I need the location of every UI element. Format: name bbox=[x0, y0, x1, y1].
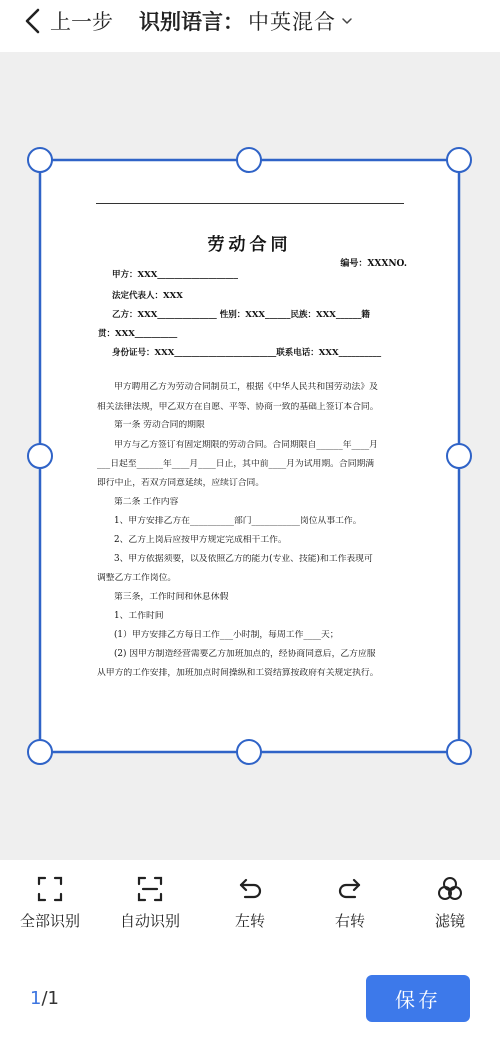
page-total: /1 bbox=[41, 988, 59, 1009]
crop-handle-top-left[interactable] bbox=[27, 147, 53, 173]
paragraph-line: (2) 因甲方制造经营需要乙方加班加点的，经协商同意后，乙方应服 bbox=[114, 649, 376, 659]
chevron-down-icon bbox=[341, 16, 353, 26]
paragraph-line: 即行中止，若双方同意延续，应续订合同。 bbox=[97, 478, 265, 488]
top-bar bbox=[0, 0, 500, 44]
rotate-left-button[interactable] bbox=[210, 860, 290, 950]
document-number: 编号：XXXNO. bbox=[340, 259, 407, 269]
auto-recognize-label: 自动识别 bbox=[119, 912, 180, 930]
article-heading: 第一条 劳动合同的期限 bbox=[114, 420, 205, 430]
party-b-line: 乙方：XXX______________ 性别：XXX______民族：XXX______籍 bbox=[112, 310, 370, 320]
edit-toolbar bbox=[0, 860, 500, 950]
paragraph-line: (1）甲方安排乙方每日工作___小时制，每周工作____天； bbox=[114, 630, 339, 640]
paragraph-line: 从甲方的工作安排，加班加点时间操纵和工资结算按政府有关规定执行。 bbox=[97, 668, 379, 678]
crop-handle-bottom[interactable] bbox=[236, 739, 262, 765]
rotate-left-icon bbox=[236, 875, 264, 903]
chevron-left-icon bbox=[22, 7, 44, 35]
recognition-language-selector[interactable] bbox=[139, 4, 353, 38]
paragraph-line: 2、乙方上岗后应按甲方规定完成相干工作。 bbox=[114, 535, 287, 545]
back-button[interactable] bbox=[22, 4, 113, 38]
paragraph-line: ___日起至______年____月____日止，其中前____月为试用期。合同期满 bbox=[97, 459, 375, 469]
back-label: 上一步 bbox=[50, 10, 113, 34]
header-rule bbox=[96, 203, 404, 204]
crop-handle-top-right[interactable] bbox=[446, 147, 472, 173]
crop-handle-right[interactable] bbox=[446, 443, 472, 469]
document-page bbox=[40, 160, 459, 752]
legal-rep-line: 法定代表人：XXX bbox=[112, 291, 183, 301]
party-a-line: 甲方：XXX___________________ bbox=[112, 270, 239, 280]
paragraph-line: 1、工作时间 bbox=[114, 611, 164, 621]
paragraph-line: 甲方与乙方签订有固定期限的劳动合同。合同期限自______年____月 bbox=[114, 440, 378, 450]
bottom-bar bbox=[0, 950, 500, 1041]
crop-handle-bottom-right[interactable] bbox=[446, 739, 472, 765]
paragraph-line: 甲方聘用乙方为劳动合同制员工，根据《中华人民共和国劳动法》及 bbox=[114, 382, 378, 392]
paragraph-line: 1、甲方安排乙方在__________部门___________岗位从事工作。 bbox=[114, 516, 362, 526]
paragraph-line: 3、甲方依据须要，以及依照乙方的能力(专业、技能)和工作表现可 bbox=[114, 554, 373, 564]
filter-label: 滤镜 bbox=[434, 912, 465, 930]
recognition-language-label: 识别语言： bbox=[139, 10, 244, 34]
rotate-right-label: 右转 bbox=[334, 912, 365, 930]
full-recognize-label: 全部识别 bbox=[19, 912, 80, 930]
full-frame-icon bbox=[36, 875, 64, 903]
crop-handle-left[interactable] bbox=[27, 443, 53, 469]
article-heading: 第二条 工作内容 bbox=[114, 497, 179, 507]
auto-recognize-button[interactable] bbox=[110, 860, 190, 950]
crop-handle-top[interactable] bbox=[236, 147, 262, 173]
paragraph-line: 相关法律法规，甲乙双方在自愿、平等、协商一致的基础上签订本合同。 bbox=[97, 402, 379, 412]
recognition-language-value: 中英混合 bbox=[248, 10, 336, 34]
page-current: 1 bbox=[30, 988, 42, 1009]
save-button[interactable]: 保存 bbox=[366, 975, 470, 1022]
article-heading: 第三条，工作时间和休息休假 bbox=[114, 592, 229, 602]
page-indicator bbox=[30, 988, 59, 1009]
rotate-right-button[interactable] bbox=[310, 860, 390, 950]
crop-handle-bottom-left[interactable] bbox=[27, 739, 53, 765]
auto-detect-icon bbox=[136, 875, 164, 903]
id-number-line: 身份证号：XXX________________________联系电话：XXX__________ bbox=[112, 348, 382, 358]
filter-icon bbox=[436, 875, 464, 903]
native-place-line: 贯：XXX__________ bbox=[98, 329, 178, 339]
rotate-left-label: 左转 bbox=[234, 912, 265, 930]
document-title: 劳动合同 bbox=[207, 235, 292, 255]
full-recognize-button[interactable] bbox=[10, 860, 90, 950]
filter-button[interactable] bbox=[410, 860, 490, 950]
paragraph-line: 调整乙方工作岗位。 bbox=[97, 573, 177, 583]
rotate-right-icon bbox=[336, 875, 364, 903]
